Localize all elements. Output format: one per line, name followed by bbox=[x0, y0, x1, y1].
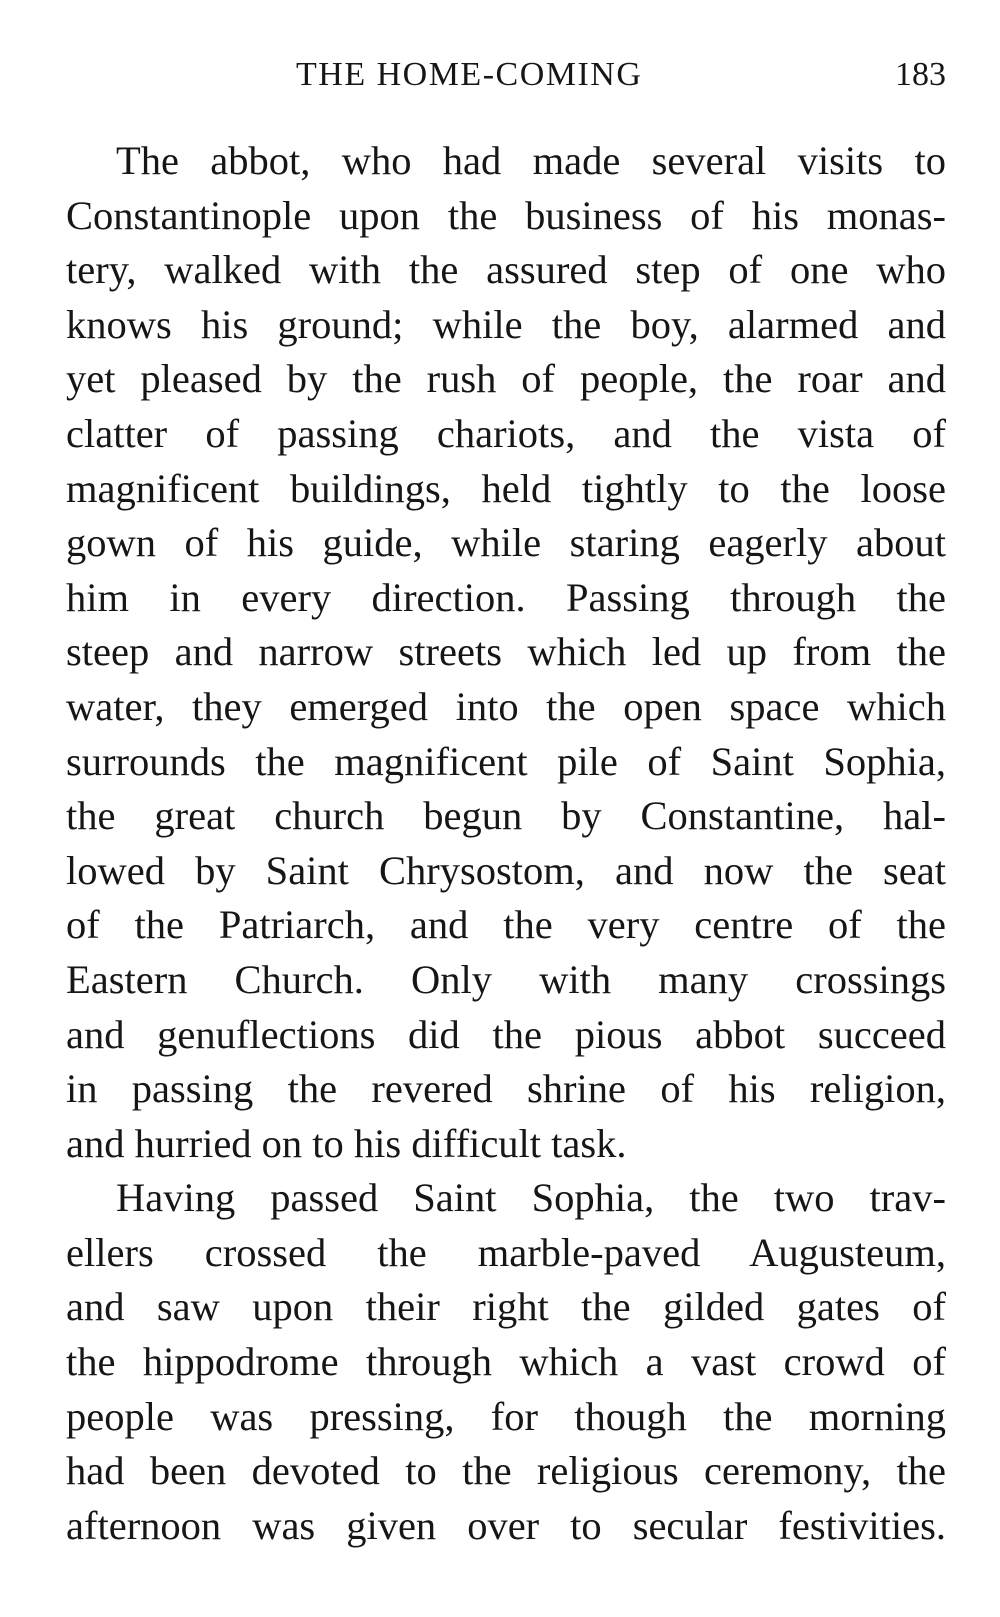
text-line: of the Patriarch, and the very centre of the bbox=[66, 902, 946, 948]
page-number: 183 bbox=[895, 56, 946, 93]
text-line: yet pleased by the rush of people, the roar and bbox=[66, 356, 946, 402]
running-head bbox=[66, 56, 946, 106]
text-line: ellers crossed the marble-paved Augusteum, bbox=[66, 1229, 946, 1275]
paragraph-2 bbox=[66, 1171, 946, 1553]
text-line: steep and narrow streets which led up from the bbox=[66, 629, 946, 675]
body-text bbox=[66, 134, 946, 1553]
text-line: gown of his guide, while staring eagerly about bbox=[66, 520, 946, 566]
text-line: had been devoted to the religious ceremony, the bbox=[66, 1448, 946, 1494]
text-line: knows his ground; while the boy, alarmed and bbox=[66, 301, 946, 347]
text-line: Eastern Church. Only with many crossings bbox=[66, 956, 946, 1002]
text-line: and saw upon their right the gilded gates of bbox=[66, 1284, 946, 1330]
text-line: afternoon was given over to secular festivities. bbox=[66, 1502, 946, 1548]
text-line: magnificent buildings, held tightly to the loose bbox=[66, 465, 946, 511]
text-line: and hurried on to his difficult task. bbox=[66, 1120, 627, 1166]
text-line: Having passed Saint Sophia, the two trav- bbox=[116, 1175, 946, 1221]
text-line: water, they emerged into the open space which bbox=[66, 683, 946, 729]
text-line: clatter of passing chariots, and the vista of bbox=[66, 410, 946, 456]
text-line: surrounds the magnificent pile of Saint Sophia, bbox=[66, 738, 946, 784]
text-line: in passing the revered shrine of his religion, bbox=[66, 1066, 946, 1112]
text-line: The abbot, who had made several visits to bbox=[116, 138, 946, 183]
text-line: him in every direction. Passing through the bbox=[66, 574, 946, 620]
text-line: and genuflections did the pious abbot succeed bbox=[66, 1011, 946, 1057]
text-line: Constantinople upon the business of his monas- bbox=[66, 192, 946, 238]
text-line: lowed by Saint Chrysostom, and now the seat bbox=[66, 847, 946, 893]
text-line: tery, walked with the assured step of one who bbox=[66, 247, 946, 293]
text-line: people was pressing, for though the morning bbox=[66, 1393, 946, 1439]
text-line: the hippodrome through which a vast crowd of bbox=[66, 1339, 946, 1385]
text-line: the great church begun by Constantine, hal- bbox=[66, 793, 946, 839]
paragraph-1 bbox=[66, 134, 946, 1171]
running-title: THE HOME-COMING bbox=[296, 56, 643, 93]
